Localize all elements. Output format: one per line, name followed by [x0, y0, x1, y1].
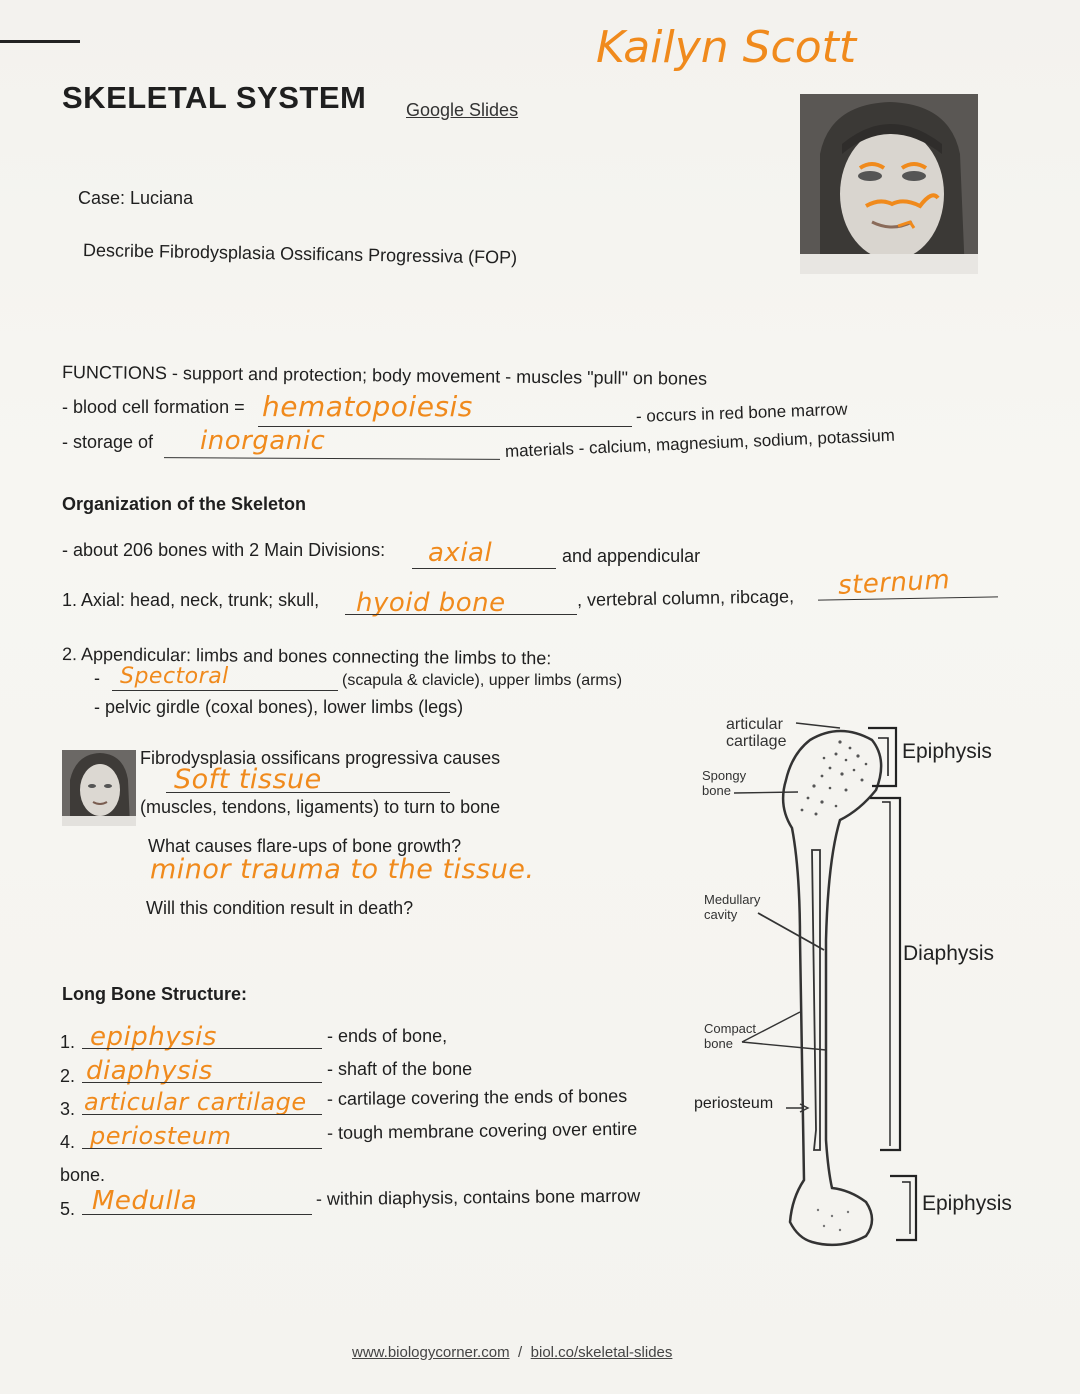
- spongy-line-2: bone: [702, 783, 731, 798]
- fop-causes-blank: [166, 792, 450, 793]
- list-item-desc: - shaft of the bone: [327, 1059, 473, 1079]
- organization-heading: Organization of the Skeleton: [62, 494, 307, 514]
- list-item-desc: - cartilage covering the ends of bones: [326, 1085, 628, 1109]
- footer-link-biologycorner[interactable]: www.biologycorner.com: [352, 1344, 510, 1361]
- list-item-blank: [82, 1048, 322, 1049]
- storage-answer: inorganic: [200, 426, 326, 456]
- compact-bone-label: [704, 1021, 756, 1051]
- pectoral-blank: [112, 690, 338, 691]
- flare-answer: minor trauma to the tissue.: [150, 854, 535, 885]
- epiphysis-top-label: Epiphysis: [902, 740, 992, 763]
- page-title: SKELETAL SYSTEM: [62, 80, 367, 115]
- list-item-answer: Medulla: [92, 1186, 198, 1216]
- epiphysis-bottom-bracket: [890, 1176, 916, 1240]
- axial-answer-hyoid: hyoid bone: [356, 588, 506, 618]
- divisions-blank: [412, 568, 556, 569]
- pectoral-answer: Spectoral: [120, 664, 229, 689]
- blood-cell-tail: - occurs in red bone marrow: [635, 399, 848, 426]
- medullary-line-1: Medullary: [704, 892, 761, 907]
- list-item-answer: epiphysis: [90, 1022, 217, 1052]
- footer: [352, 1344, 672, 1362]
- list-item-blank: [82, 1214, 312, 1215]
- list-item-number: 5.: [60, 1199, 76, 1219]
- top-left-mark: [0, 40, 80, 43]
- fop-causes-answer: Soft tissue: [174, 764, 322, 795]
- spongy-line-1: Spongy: [702, 768, 747, 783]
- fop-causes-label: Fibrodysplasia ossificans progressiva causes: [140, 748, 501, 768]
- list-item-blank: [82, 1114, 322, 1115]
- luciana-photo: [800, 94, 978, 274]
- storage-blank: [164, 457, 500, 460]
- functions-line: FUNCTIONS - support and protection; body movement - muscles "pull" on bones: [61, 362, 708, 389]
- periosteum-label: periosteum: [694, 1095, 774, 1112]
- diaphysis-bracket-inner: [882, 802, 890, 1146]
- describe-prompt: Describe Fibrodysplasia Ossificans Progressiva (FOP): [82, 240, 518, 268]
- blood-cell-label: - blood cell formation =: [62, 397, 245, 417]
- compact-line-2: bone: [704, 1036, 733, 1051]
- long-bone-heading: Long Bone Structure:: [62, 984, 247, 1004]
- divisions-label: - about 206 bones with 2 Main Divisions:: [62, 540, 386, 560]
- femur-outline: [783, 731, 881, 1245]
- medullary-line-2: cavity: [704, 907, 738, 922]
- list-item-answer: articular cartilage: [84, 1088, 307, 1116]
- spongy-bone-label: [702, 768, 746, 798]
- portrait-drawing: [800, 94, 978, 274]
- pectoral-tail: (scapula & clavicle), upper limbs (arms): [342, 672, 623, 689]
- child-portrait-drawing: [62, 750, 136, 826]
- list-item-number: 2.: [60, 1066, 76, 1086]
- articular-line-1: articular: [726, 716, 783, 733]
- bone-word: bone.: [60, 1165, 106, 1185]
- footer-link-skeletal-slides[interactable]: biol.co/skeletal-slides: [530, 1344, 673, 1361]
- appendicular-dash: -: [94, 668, 100, 688]
- diaphysis-label: Diaphysis: [903, 942, 995, 965]
- storage-label: - storage of: [62, 432, 154, 452]
- epiphysis-bottom-bracket-inner: [902, 1182, 910, 1234]
- list-item-desc: - within diaphysis, contains bone marrow: [315, 1185, 641, 1209]
- list-item-number: 3.: [60, 1099, 76, 1119]
- divisions-tail: and appendicular: [562, 546, 701, 566]
- list-item-answer: periosteum: [90, 1122, 232, 1150]
- list-item-desc: - ends of bone,: [327, 1026, 448, 1046]
- medullary-cavity-label: [704, 892, 760, 922]
- google-slides-link[interactable]: Google Slides: [406, 100, 519, 120]
- diaphysis-bracket: [870, 798, 900, 1150]
- compact-line-1: Compact: [704, 1021, 757, 1036]
- list-item-desc: - tough membrane covering over entire: [326, 1118, 638, 1143]
- fop-causes-tail: (muscles, tendons, ligaments) to turn to bone: [140, 797, 501, 817]
- list-item-answer: diaphysis: [86, 1056, 213, 1086]
- appendicular-label: 2. Appendicular: limbs and bones connecting the limbs to the:: [61, 644, 552, 669]
- list-item-number: 4.: [60, 1132, 76, 1152]
- case-label: Case: Luciana: [78, 188, 194, 208]
- list-item-blank: [82, 1148, 322, 1149]
- flare-question: What causes flare-ups of bone growth?: [148, 836, 462, 856]
- axial-label: 1. Axial: head, neck, trunk; skull,: [62, 590, 320, 610]
- death-question: Will this condition result in death?: [146, 898, 414, 918]
- epiphysis-bottom-label: Epiphysis: [922, 1192, 1012, 1215]
- articular-line-2: cartilage: [726, 733, 787, 750]
- articular-cartilage-label: [726, 716, 786, 750]
- pelvic-line: - pelvic girdle (coxal bones), lower limbs (legs): [94, 697, 464, 717]
- articular-pointer: [796, 723, 840, 728]
- list-item-blank: [82, 1082, 322, 1083]
- axial-blank-1: [345, 614, 577, 615]
- axial-mid: , vertebral column, ribcage,: [576, 586, 795, 610]
- footer-separator: /: [518, 1344, 523, 1361]
- fop-child-photo: [62, 750, 136, 826]
- divisions-answer: axial: [428, 538, 493, 568]
- storage-tail: materials - calcium, magnesium, sodium, potassium: [504, 425, 896, 461]
- axial-answer-sternum: sternum: [837, 565, 951, 601]
- blood-cell-answer: hematopoiesis: [262, 390, 473, 423]
- list-item-number: 1.: [60, 1032, 76, 1052]
- student-name: Kailyn Scott: [596, 22, 857, 73]
